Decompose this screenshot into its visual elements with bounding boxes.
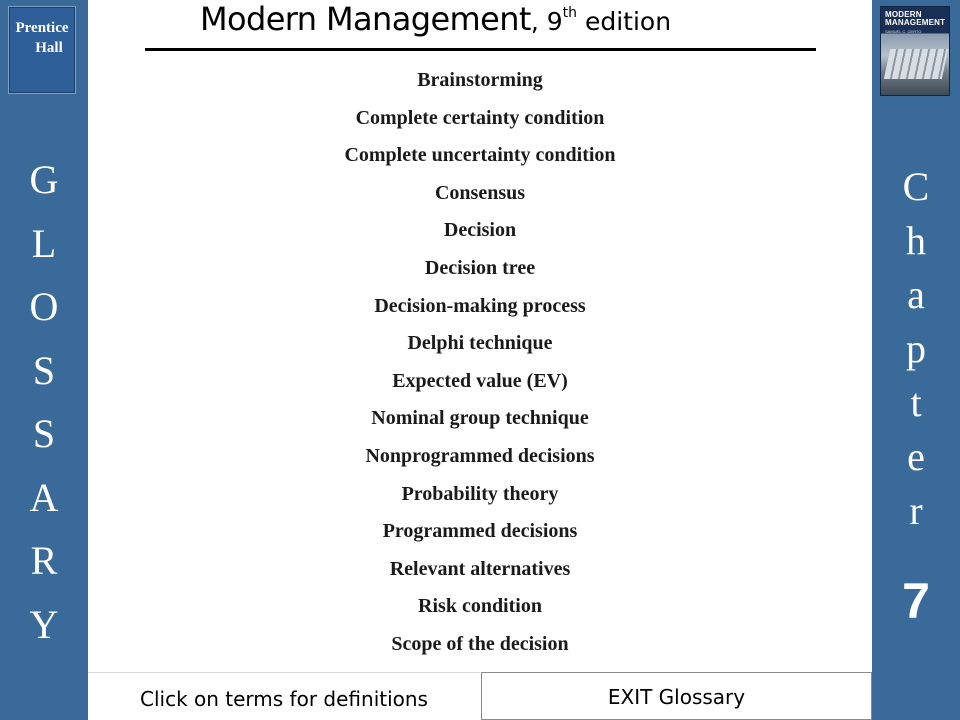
glossary-letter: G — [29, 157, 59, 202]
term-link-scope-of-the-decision[interactable]: Scope of the decision — [391, 632, 569, 655]
book-title-line-1: MODERN — [885, 10, 922, 19]
edition-number: 9 — [538, 7, 563, 36]
logo-line-2: Hall — [35, 40, 63, 56]
chapter-letter: h — [906, 218, 926, 263]
glossary-letter: S — [32, 411, 56, 456]
term-link-complete-certainty-condition[interactable]: Complete certainty condition — [355, 106, 605, 129]
glossary-letter: S — [32, 347, 56, 393]
book-title-line-2: MANAGEMENT — [885, 18, 946, 27]
term-link-relevant-alternatives[interactable]: Relevant alternatives — [389, 557, 571, 580]
book-cover-author: SAMUEL C. CERTO — [885, 29, 922, 34]
term-link-complete-uncertainty-condition[interactable]: Complete uncertainty condition — [344, 144, 616, 167]
logo-line-1: Prentice — [15, 20, 69, 36]
glossary-letter: A — [29, 474, 59, 520]
term-link-probability-theory[interactable]: Probability theory — [401, 482, 559, 505]
term-link-nominal-group-technique[interactable]: Nominal group technique — [371, 407, 589, 430]
term-link-delphi-technique[interactable]: Delphi technique — [407, 332, 553, 355]
exit-glossary-button[interactable]: EXIT Glossary — [481, 672, 872, 720]
term-link-decision[interactable]: Decision — [443, 219, 517, 242]
term-link-decision-tree[interactable]: Decision tree — [424, 256, 536, 279]
chapter-number: 7 — [902, 573, 930, 629]
chapter-vertical-label — [872, 160, 960, 538]
glossary-letter: O — [29, 284, 59, 329]
chapter-letter: r — [909, 488, 923, 533]
book-cover-image — [880, 6, 950, 96]
title-main: Modern Management — [200, 0, 531, 38]
chapter-letter: a — [907, 272, 925, 317]
chapter-letter: e — [907, 434, 925, 479]
term-link-consensus[interactable]: Consensus — [434, 181, 526, 204]
book-cover-building-graphic — [884, 49, 948, 79]
edition-word: edition — [577, 7, 672, 36]
glossary-letter: L — [31, 220, 57, 266]
glossary-term-list — [88, 62, 872, 664]
term-link-decision-making-process[interactable]: Decision-making process — [374, 294, 586, 317]
instruction-text: Click on terms for definitions — [88, 672, 480, 720]
term-link-risk-condition[interactable]: Risk condition — [418, 595, 542, 618]
chapter-letter: t — [910, 380, 922, 425]
chapter-letter: p — [906, 326, 926, 371]
term-link-expected-value[interactable]: Expected value (EV) — [392, 369, 568, 392]
title-underline — [145, 48, 816, 51]
right-side-panel — [872, 0, 960, 720]
term-link-programmed-decisions[interactable]: Programmed decisions — [382, 520, 578, 543]
chapter-letter: C — [902, 164, 930, 209]
page-title — [200, 0, 820, 46]
prentice-hall-logo — [8, 6, 76, 94]
edition-suffix: th — [562, 5, 578, 21]
term-link-nonprogrammed-decisions[interactable]: Nonprogrammed decisions — [365, 444, 595, 467]
term-link-brainstorming[interactable]: Brainstorming — [417, 69, 543, 91]
left-side-panel — [0, 0, 88, 720]
title-comma: , — [530, 7, 539, 36]
glossary-letter: R — [30, 538, 58, 583]
glossary-letter: Y — [29, 601, 59, 647]
book-cover-title — [885, 11, 945, 27]
glossary-vertical-label — [0, 148, 88, 656]
